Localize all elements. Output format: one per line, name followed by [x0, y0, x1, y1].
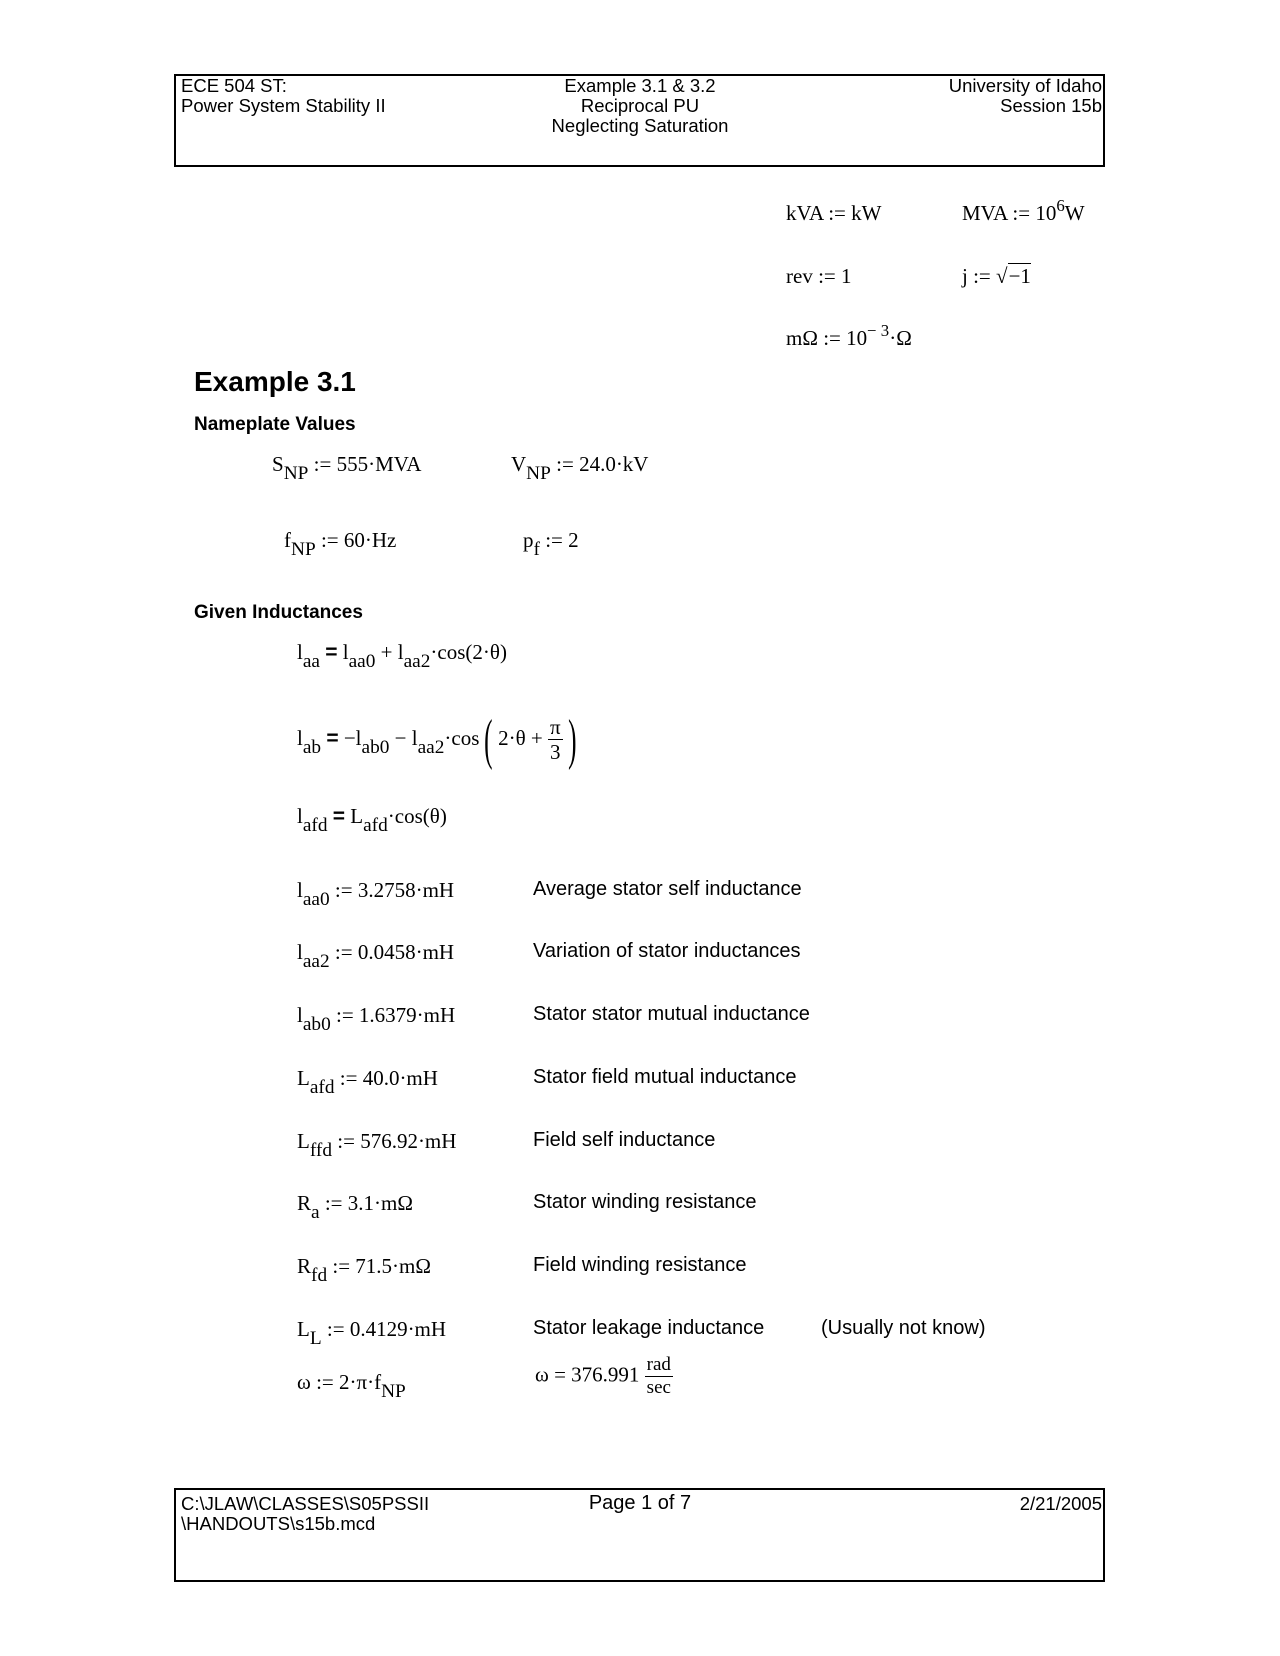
param-laa0: $l_{aa0}$ := 3.2758·mH	[297, 878, 455, 911]
param-lafd: $L_{afd}$ := 40.0·mH	[297, 1066, 438, 1099]
param-ll-desc: Stator leakage inductance	[533, 1317, 765, 1339]
header-course-title: Power System Stability II	[181, 95, 386, 116]
param-ra-desc: Stator winding resistance	[533, 1191, 757, 1213]
nameplate-pf: $p_f$ := 2	[523, 528, 579, 561]
nameplate-heading: Nameplate Values	[194, 414, 356, 435]
nameplate-s: $S_{NP}$ := 555·MVA	[272, 452, 422, 485]
param-lafd-desc: Stator field mutual inductance	[533, 1066, 797, 1088]
header-subtopic: Neglecting Saturation	[551, 115, 729, 136]
param-ra: $R_a$ := 3.1·mΩ	[297, 1191, 413, 1224]
omega-unit: $\frac{\text{rad}}{\sec}$	[646, 1354, 671, 1398]
footer-path-line2: \HANDOUTS\s15b.mcd	[181, 1513, 376, 1534]
param-ll-note: (Usually not know)	[821, 1317, 986, 1339]
header-center	[540, 76, 740, 136]
param-laa2-desc: Variation of stator inductances	[533, 940, 801, 962]
param-lffd-desc: Field self inductance	[533, 1129, 716, 1151]
def-mva: MVA := $10^6W$	[962, 195, 1085, 225]
def-rev: rev := 1	[786, 264, 852, 288]
header-topic: Reciprocal PU	[580, 95, 700, 116]
def-milliohm: mΩ := $10^{- 3}\cdot\Omega$	[786, 320, 912, 350]
header-right	[949, 76, 1102, 116]
header-course-code: ECE 504 ST:	[181, 75, 287, 96]
header-session: Session 15b	[1000, 95, 1102, 116]
footer-page-number: Page 1 of 7	[588, 1492, 692, 1514]
param-laa0-desc: Average stator self inductance	[533, 878, 802, 900]
param-lab0-desc: Stator stator mutual inductance	[533, 1003, 810, 1025]
param-lab0: $l_{ab0}$ := 1.6379·mH	[297, 1003, 456, 1036]
nameplate-f: $f_{NP}$ := 60·Hz	[284, 528, 397, 561]
def-j: j := √−1	[962, 264, 1031, 288]
header-example: Example 3.1 & 3.2	[564, 75, 716, 96]
param-lffd: $L_{ffd}$ := 576.92·mH	[297, 1129, 457, 1162]
param-laa2: $l_{aa2}$ := 0.0458·mH	[297, 940, 455, 973]
sqrt-icon: √	[996, 264, 1008, 288]
header-university: University of Idaho	[948, 75, 1102, 96]
param-rfd: $R_{fd}$ := 71.5·mΩ	[297, 1254, 431, 1287]
example-title: Example 3.1	[194, 366, 356, 397]
footer-path	[181, 1494, 429, 1534]
eq-lab: $l_{ab} = -l_{ab0} - l_{aa2}\cdot\cos$( 2·θ + $\frac{\pi}{3}$ )	[297, 709, 577, 771]
header-left	[181, 76, 386, 116]
footer-date: 2/21/2005	[1019, 1493, 1102, 1514]
footer-path-line1: C:\JLAW\CLASSES\S05PSSII	[181, 1493, 430, 1514]
param-rfd-desc: Field winding resistance	[533, 1254, 747, 1276]
omega-result: ω = 376.991 $\frac{\text{rad}}{\sec}$	[535, 1354, 671, 1398]
left-paren-icon: (	[484, 709, 493, 771]
pi-over-three: $\frac{\pi}{3}$	[549, 714, 561, 764]
param-ll: $L_L$ := 0.4129·mH	[297, 1317, 447, 1350]
right-paren-icon: )	[567, 709, 577, 771]
omega-definition: ω := $2\cdot\pi\cdot f_{NP}$	[297, 1370, 406, 1403]
def-kva: kVA := kW	[786, 201, 882, 225]
eq-laa: $l_{aa} = l_{aa0} + l_{aa2}\cdot\cos(2\cdot\theta)$	[297, 640, 507, 673]
nameplate-v: $V_{NP}$ := 24.0·kV	[511, 452, 649, 485]
eq-lafd: $l_{afd} = L_{afd}\cdot\cos(\theta)$	[297, 804, 447, 837]
given-heading: Given Inductances	[194, 602, 363, 623]
